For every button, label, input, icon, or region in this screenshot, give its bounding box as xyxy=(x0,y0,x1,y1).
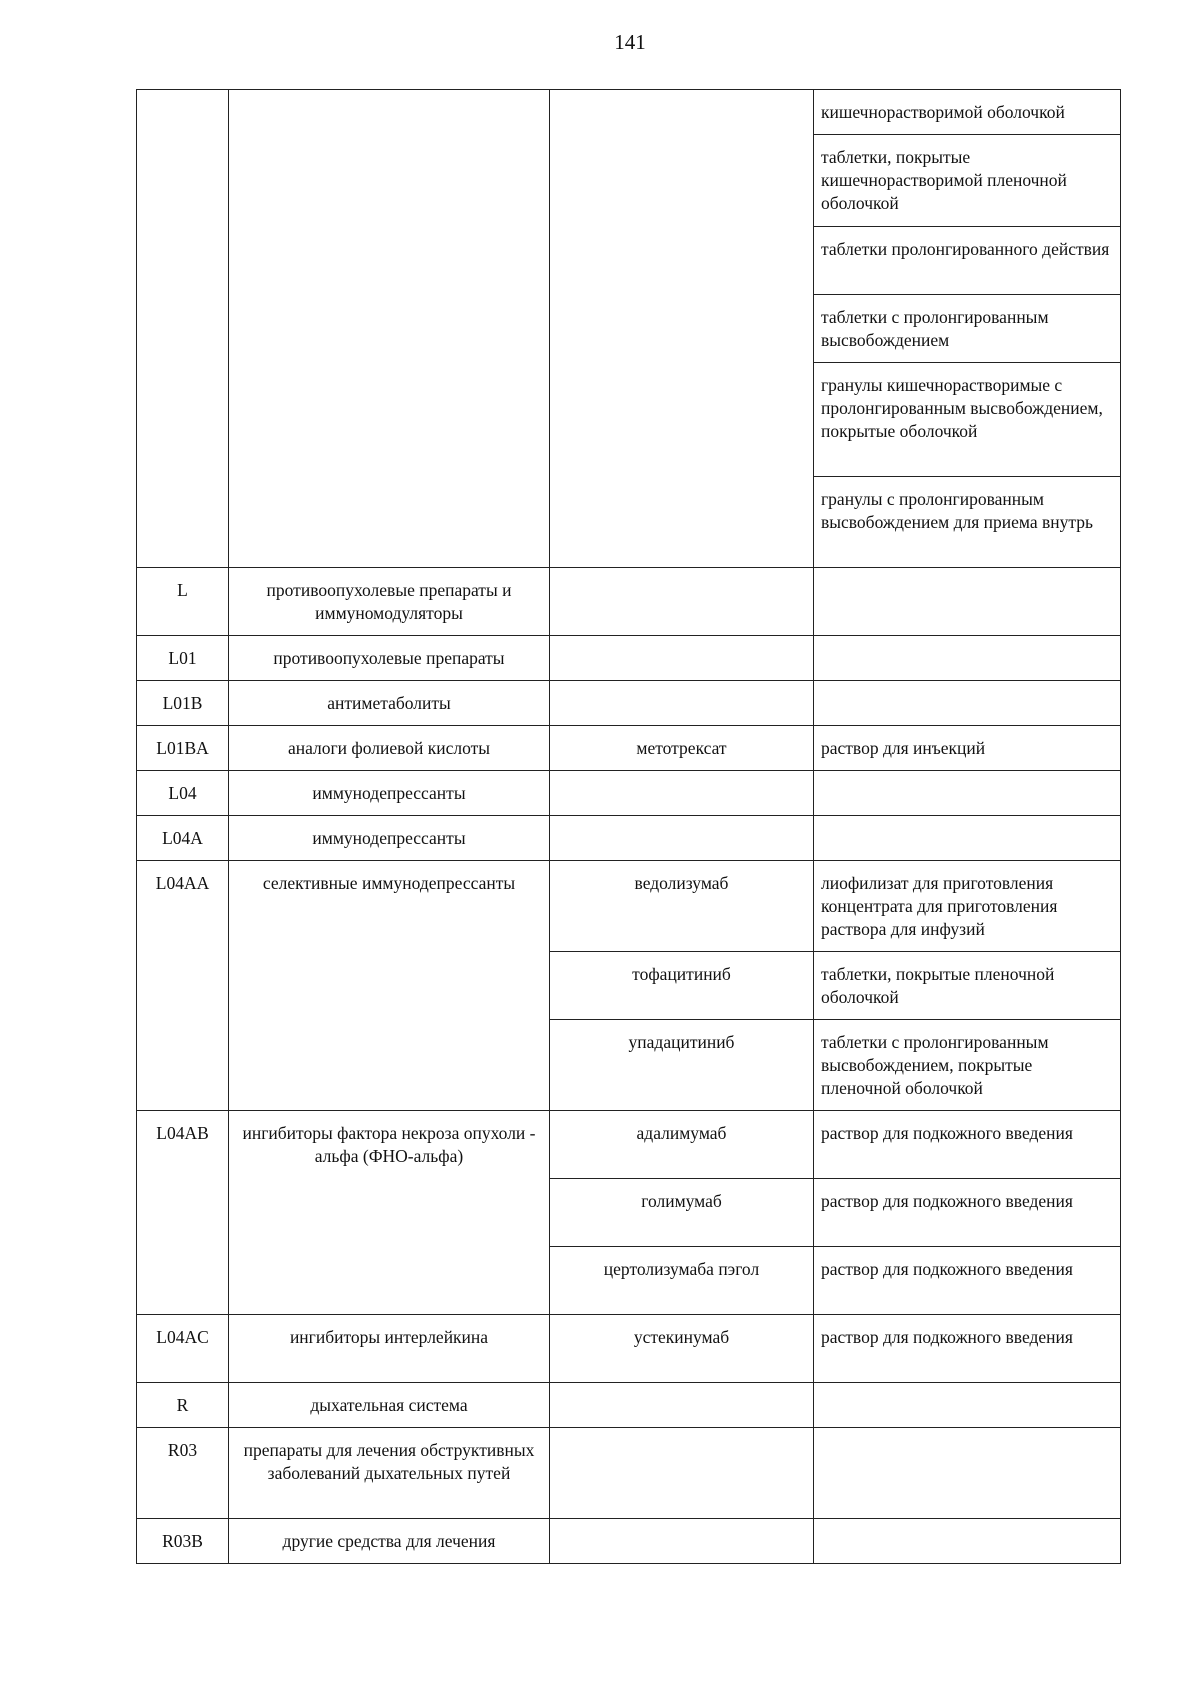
form-cell: таблетки, покрытые пленочной оболочкой xyxy=(814,952,1121,1020)
table-row xyxy=(137,1428,1121,1519)
group-cell: аналоги фолиевой кислоты xyxy=(229,726,550,771)
table-row xyxy=(137,1383,1121,1428)
table-row xyxy=(137,681,1121,726)
drug-cell: тофацитиниб xyxy=(550,952,814,1020)
form-cell: гранулы с пролонгированным высвобождением для приема внутрь xyxy=(814,477,1121,568)
drug-cell xyxy=(550,1428,814,1519)
drug-cell xyxy=(550,568,814,636)
drug-cell: метотрексат xyxy=(550,726,814,771)
code-cell: L04AB xyxy=(137,1111,229,1315)
drug-cell xyxy=(550,681,814,726)
drug-cell: ведолизумаб xyxy=(550,861,814,952)
form-cell: раствор для подкожного введения xyxy=(814,1315,1121,1383)
drug-cell xyxy=(550,1519,814,1564)
drug-cell xyxy=(550,816,814,861)
code-cell: L04AC xyxy=(137,1315,229,1383)
table-row xyxy=(137,726,1121,771)
table-row xyxy=(137,1519,1121,1564)
table-row xyxy=(137,1111,1121,1179)
code-cell: R03 xyxy=(137,1428,229,1519)
group-cell xyxy=(229,90,550,568)
form-cell: кишечнорастворимой оболочкой xyxy=(814,90,1121,135)
form-cell xyxy=(814,1428,1121,1519)
drug-cell xyxy=(550,90,814,568)
form-cell xyxy=(814,771,1121,816)
table-row xyxy=(137,90,1121,135)
form-cell: таблетки пролонгированного действия xyxy=(814,227,1121,295)
drug-cell: голимумаб xyxy=(550,1179,814,1247)
code-cell: R03B xyxy=(137,1519,229,1564)
form-cell: раствор для инъекций xyxy=(814,726,1121,771)
form-cell: раствор для подкожного введения xyxy=(814,1179,1121,1247)
group-cell: противоопухолевые препараты xyxy=(229,636,550,681)
form-cell: таблетки с пролонгированным высвобождением, покрытые пленочной оболочкой xyxy=(814,1020,1121,1111)
table-row xyxy=(137,816,1121,861)
group-cell: ингибиторы фактора некроза опухоли - альфа (ФНО-альфа) xyxy=(229,1111,550,1315)
code-cell: L01 xyxy=(137,636,229,681)
form-cell: таблетки, покрытые кишечнорастворимой пленочной оболочкой xyxy=(814,135,1121,227)
drug-cell xyxy=(550,1383,814,1428)
group-cell: иммунодепрессанты xyxy=(229,771,550,816)
code-cell: L04 xyxy=(137,771,229,816)
group-cell: дыхательная система xyxy=(229,1383,550,1428)
drug-cell: адалимумаб xyxy=(550,1111,814,1179)
table-row xyxy=(137,568,1121,636)
table-row xyxy=(137,1315,1121,1383)
group-cell: ингибиторы интерлейкина xyxy=(229,1315,550,1383)
code-cell: L01B xyxy=(137,681,229,726)
group-cell: иммунодепрессанты xyxy=(229,816,550,861)
table-row xyxy=(137,771,1121,816)
drug-cell: устекинумаб xyxy=(550,1315,814,1383)
form-cell: раствор для подкожного введения xyxy=(814,1247,1121,1315)
form-cell xyxy=(814,1383,1121,1428)
form-cell xyxy=(814,568,1121,636)
table-row xyxy=(137,636,1121,681)
form-cell xyxy=(814,1519,1121,1564)
form-cell: лиофилизат для приготовления концентрата для приготовления раствора для инфузий xyxy=(814,861,1121,952)
form-cell: раствор для подкожного введения xyxy=(814,1111,1121,1179)
code-cell: L xyxy=(137,568,229,636)
group-cell: противоопухолевые препараты и иммуномодуляторы xyxy=(229,568,550,636)
code-cell: L04AA xyxy=(137,861,229,1111)
drug-cell: упадацитиниб xyxy=(550,1020,814,1111)
page-number: 141 xyxy=(614,30,646,54)
code-cell: L04A xyxy=(137,816,229,861)
form-cell xyxy=(814,636,1121,681)
drug-classification-table xyxy=(136,89,1121,1564)
group-cell: селективные иммунодепрессанты xyxy=(229,861,550,1111)
drug-cell: цертолизумаба пэгол xyxy=(550,1247,814,1315)
code-cell: L01BA xyxy=(137,726,229,771)
form-cell: таблетки с пролонгированным высвобождением xyxy=(814,295,1121,363)
code-cell: R xyxy=(137,1383,229,1428)
drug-cell xyxy=(550,636,814,681)
form-cell: гранулы кишечнорастворимые с пролонгированным высвобождением, покрытые оболочкой xyxy=(814,363,1121,477)
table-row xyxy=(137,861,1121,952)
group-cell: другие средства для лечения xyxy=(229,1519,550,1564)
group-cell: препараты для лечения обструктивных заболеваний дыхательных путей xyxy=(229,1428,550,1519)
group-cell: антиметаболиты xyxy=(229,681,550,726)
code-cell xyxy=(137,90,229,568)
form-cell xyxy=(814,816,1121,861)
form-cell xyxy=(814,681,1121,726)
drug-cell xyxy=(550,771,814,816)
